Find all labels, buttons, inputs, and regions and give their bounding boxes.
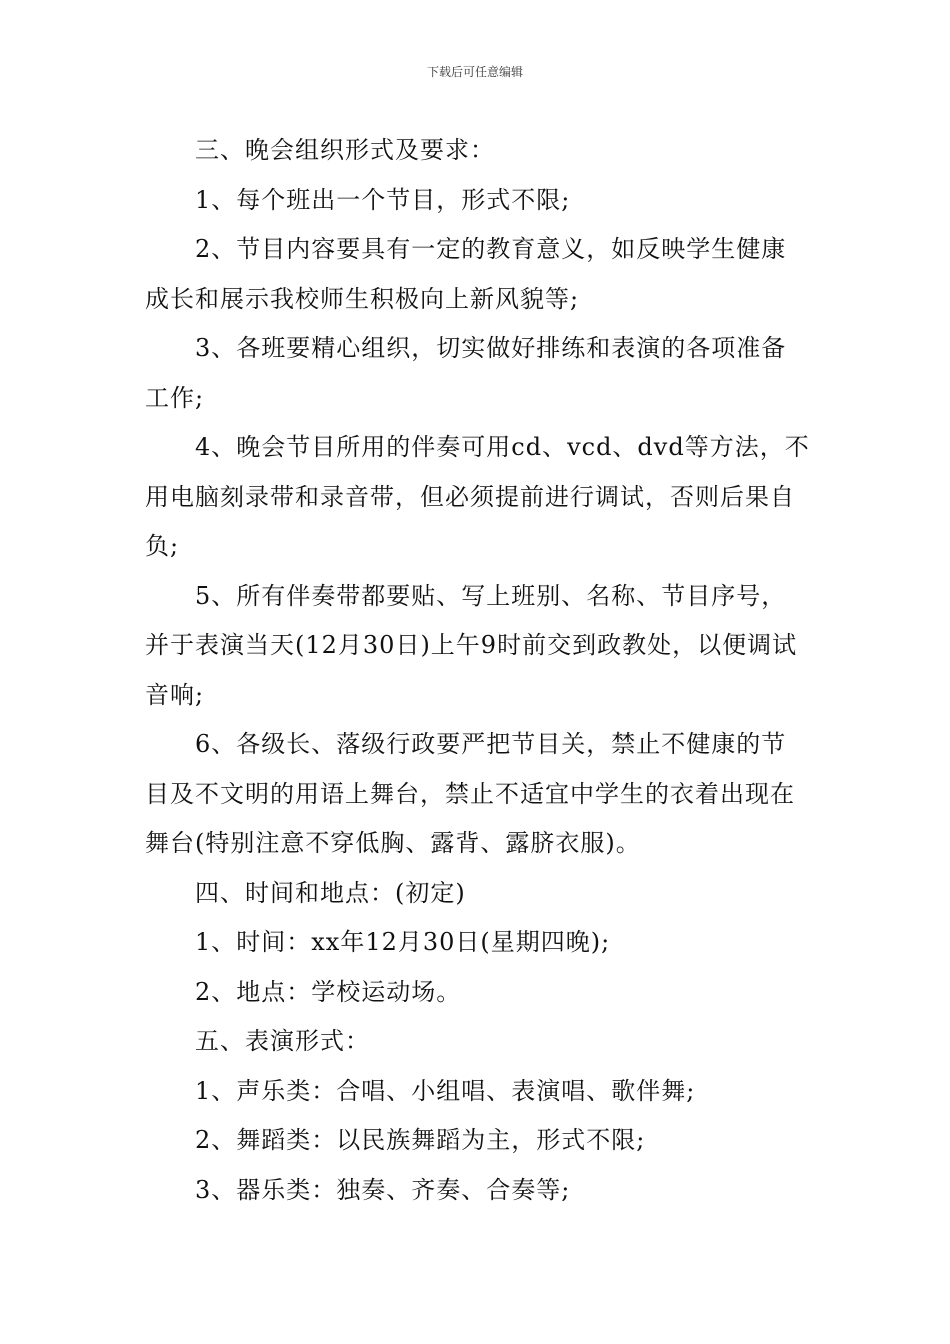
paragraph-item: 1、时间：xx年12月30日(星期四晚);	[195, 928, 611, 956]
paragraph-item: 6、各级长、落级行政要严把节目关，禁止不健康的节目及不文明的用语上舞台，禁止不适宜中学生的衣着出现在舞台(特别注意不穿低胸、露背、露脐衣服)。	[145, 730, 795, 857]
paragraph-item: 2、节目内容要具有一定的教育意义，如反映学生健康成长和展示我校师生积极向上新风貌等;	[145, 235, 787, 313]
paragraph-item: 5、所有伴奏带都要贴、写上班别、名称、节目序号，并于表演当天(12月30日)上午9时前交到政教处，以便调试音响;	[145, 581, 798, 709]
document-body	[145, 126, 810, 1215]
paragraph-item: 2、舞蹈类：以民族舞蹈为主，形式不限;	[195, 1126, 646, 1154]
paragraph-item: 3、器乐类：独奏、齐奏、合奏等;	[195, 1175, 571, 1204]
section-heading-organization: 三、晚会组织形式及要求：	[195, 136, 495, 164]
section-heading-time-place: 四、时间和地点：(初定)	[195, 878, 466, 907]
page-header-note: 下载后可任意编辑	[426, 65, 523, 79]
paragraph-item: 2、地点：学校运动场。	[195, 977, 462, 1006]
section-heading-performance-forms: 五、表演形式：	[195, 1027, 370, 1055]
paragraph-item: 4、晚会节目所用的伴奏可用cd、vcd、dvd等方法，不用电脑刻录带和录音带，但必须提前进行调试，否则后果自负;	[145, 433, 810, 560]
paragraph-item: 3、各班要精心组织，切实做好排练和表演的各项准备工作;	[145, 334, 787, 412]
paragraph-item: 1、声乐类：合唱、小组唱、表演唱、歌伴舞;	[195, 1076, 696, 1105]
paragraph-item: 1、每个班出一个节目，形式不限;	[195, 185, 571, 214]
